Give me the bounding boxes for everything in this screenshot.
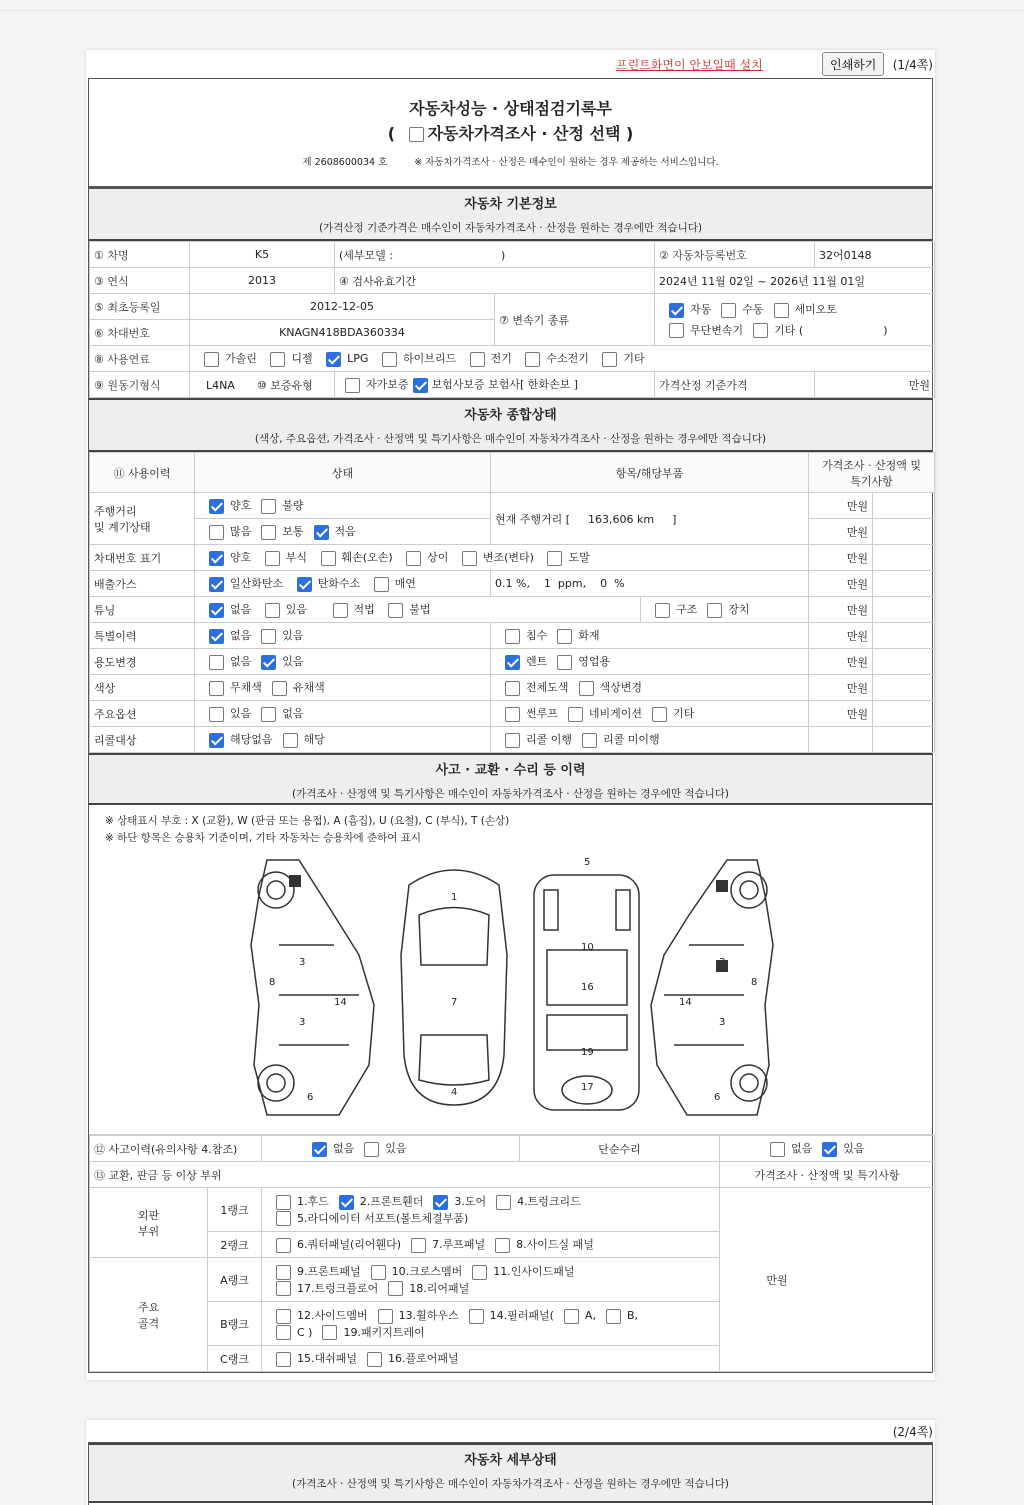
rank2-items: 6.쿼터패널(리어휀다) 7.루프패널 8.사이드실 패널 [262,1232,720,1258]
simple-repair-label: 단순수리 [520,1136,720,1162]
recall-yes-checkbox[interactable] [283,733,298,748]
svg-text:6: 6 [307,1092,314,1103]
option-no-checkbox[interactable] [261,707,276,722]
part-roof-panel-checkbox[interactable] [411,1238,426,1253]
fuel-hydrogen-checkbox[interactable] [525,352,540,367]
color-achromatic-checkbox[interactable] [209,681,224,696]
parts-label: ⑬ 교환, 판금 등 이상 부위 [90,1162,720,1188]
price-base-unit: 만원 [815,372,935,398]
tuning-illegal-checkbox[interactable] [388,603,403,618]
usage-label: 용도변경 [90,649,195,675]
emission-smoke-checkbox[interactable] [374,577,389,592]
usage-business-checkbox[interactable] [557,655,572,670]
vin-rust-checkbox[interactable] [265,551,280,566]
fuel-hybrid-checkbox[interactable] [382,352,397,367]
history-col-header: ⑪ 사용이력 [90,453,195,493]
accident-header [89,753,932,805]
top-divider [0,10,1024,11]
overall-header [89,398,932,452]
special-price: 만원 [809,623,873,649]
color-options: 무채색 유채색 [195,675,491,701]
inspect-period: 2024년 11월 02일 ~ 2026년 11월 01일 [655,268,935,294]
recall-none-checkbox[interactable] [209,733,224,748]
engine-warranty: L4NA ⑩ 보증유형 [190,372,335,398]
special-yes-checkbox[interactable] [261,629,276,644]
part-package-tray-checkbox[interactable] [322,1325,337,1340]
part-wheel-house-checkbox[interactable] [378,1309,393,1324]
tuning-label: 튜닝 [90,597,195,623]
fuel-options: 가솔린 디젤 LPG 하이브리드 전기 수소전기 기타 [190,346,935,372]
option-type-options: 썬루프 네비게이션 기타 [491,701,809,727]
pillar-a-checkbox[interactable] [564,1309,579,1324]
page2-bar [86,1420,935,1442]
detail-note: (가격조사 · 산정액 및 특기사항은 매수인이 자동차가격조사 · 산정을 원하는 경우에만 적습니다) [291,1478,729,1490]
emission-values: 0.1 %, 1 ppm, 0 % [491,571,809,597]
mileage-high-checkbox[interactable] [209,525,224,540]
print-bar [86,50,935,78]
part-door-checkbox[interactable] [433,1195,448,1210]
detail-section [88,1442,933,1505]
fuel-label: ⑧ 사용연료 [90,346,190,372]
first-reg-label: ⑤ 최초등록일 [90,294,190,320]
part-rear-panel-checkbox[interactable] [388,1281,403,1296]
color-type-options: 전체도색 색상변경 [491,675,809,701]
inspection-document [88,78,933,1373]
trans-manual-checkbox[interactable] [721,303,736,318]
pillar-b-checkbox[interactable] [606,1309,621,1324]
svg-text:7: 7 [451,997,458,1008]
accident-note: (가격조사 · 산정액 및 특기사항은 매수인이 자동차가격조사 · 산정을 원하는 경우에만 적습니다) [291,788,729,800]
vin-erased-checkbox[interactable] [547,551,562,566]
mileage-normal-checkbox[interactable] [261,525,276,540]
fuel-other-checkbox[interactable] [602,352,617,367]
outer-panel-label: 외판 부위 [90,1188,208,1258]
mileage-low-checkbox[interactable] [314,525,329,540]
tuning-type-options: 구조 장치 [641,597,809,623]
basic-info-header [89,189,932,241]
accident-history-label: ⑫ 사고이력(유의사항 4.참조) [90,1136,262,1162]
part-hood-checkbox[interactable] [276,1195,291,1210]
part-trunk-lid-checkbox[interactable] [496,1195,511,1210]
vin-value: KNAGN418BDA360334 [190,320,495,346]
recall-options: 해당없음 해당 [195,727,491,753]
overall-title: 자동차 종합상태 [464,408,557,423]
svg-text:19: 19 [581,1047,594,1058]
accident-none-checkbox[interactable] [312,1142,327,1157]
svg-text:3: 3 [719,1017,726,1028]
svg-text:4: 4 [451,1087,458,1098]
tuning-yes-checkbox[interactable] [265,603,280,618]
tuning-legal-checkbox[interactable] [333,603,348,618]
rank1-label: 1랭크 [208,1188,262,1232]
inspect-label: ④ 검사유효기간 [335,268,655,294]
simple-repair-options: 없음 있음 [720,1136,935,1162]
mileage-bad-checkbox[interactable] [261,499,276,514]
price-base-label: 가격산정 기준가격 [655,372,815,398]
usage-yes-checkbox[interactable] [261,655,276,670]
car-outline-diagram [89,805,934,1135]
rankB-items: 12.사이드멤버 13.휠하우스 14.필러패널( A, B, C ) 19.패키지트레이 [262,1302,720,1346]
simple-yes-checkbox[interactable] [822,1142,837,1157]
special-flood-checkbox[interactable] [505,629,520,644]
trans-semi-checkbox[interactable] [774,303,789,318]
rankB-label: B랭크 [208,1302,262,1346]
vin-state-label: 차대번호 표기 [90,545,195,571]
main-frame-label: 주요 골격 [90,1258,208,1372]
special-options: 없음 있음 [195,623,491,649]
mileage-good-checkbox[interactable] [209,499,224,514]
warranty-ins-checkbox[interactable] [413,378,428,393]
parts-price-value: 만원 [720,1188,935,1372]
report-page-2 [86,1420,935,1505]
warranty-self-checkbox[interactable] [345,378,360,393]
document-number: 제 2608600034 호 [302,157,388,168]
mileage-state-row2: 많음 보통 적음 [195,519,491,545]
recall-label: 리콜대상 [90,727,195,753]
vin-good-checkbox[interactable] [209,551,224,566]
accident-history-options: 없음 있음 [262,1136,520,1162]
vin-damage-checkbox[interactable] [321,551,336,566]
year-label: ③ 연식 [90,268,190,294]
accident-table [89,1135,935,1372]
recall-notdone-checkbox[interactable] [582,733,597,748]
tuning-none-checkbox[interactable] [209,603,224,618]
color-full-paint-checkbox[interactable] [505,681,520,696]
tuning-structure-checkbox[interactable] [655,603,670,618]
rankC-items: 15.대쉬패널 16.플로어패널 [262,1346,720,1372]
recall-type-options: 리콜 이행 리콜 미이행 [491,727,809,753]
state-col-header: 상태 [195,453,491,493]
emission-co-checkbox[interactable] [209,577,224,592]
special-fire-checkbox[interactable] [557,629,572,644]
reg-no-label: ② 자동차등록번호 [655,242,815,268]
item-col-header: 항목/해당부품 [491,453,809,493]
option-navi-checkbox[interactable] [568,707,583,722]
vin-state-options: 양호 부식 훼손(오손) 상이 변조(변타) 도말 [195,545,809,571]
usage-none-checkbox[interactable] [209,655,224,670]
fuel-gasoline-checkbox[interactable] [204,352,219,367]
emission-hc-checkbox[interactable] [297,577,312,592]
option-price: 만원 [809,701,873,727]
svg-text:1: 1 [451,892,458,903]
emission-label: 배출가스 [90,571,195,597]
usage-type-options: 렌트 영업용 [491,649,809,675]
part-quarter-panel-checkbox[interactable] [276,1238,291,1253]
svg-text:3: 3 [299,1017,306,1028]
tuning-options: 없음 있음 적법 불법 [195,597,641,623]
pillar-c-checkbox[interactable] [276,1325,291,1340]
option-sunroof-checkbox[interactable] [505,707,520,722]
part-inside-panel-checkbox[interactable] [472,1265,487,1280]
trans-auto-checkbox[interactable] [669,303,684,318]
price-col-header: 가격조사 · 산정액 및 특기사항 [809,453,935,493]
option-label: 주요옵션 [90,701,195,727]
car-name-label: ① 차명 [90,242,190,268]
first-reg-value: 2012-12-05 [190,294,495,320]
page-number-2: (2/4쪽) [892,1425,933,1439]
mileage-state-row1: 양호 불량 [195,493,491,519]
part-radiator-support-checkbox[interactable] [276,1211,291,1226]
part-front-fender-checkbox[interactable] [339,1195,354,1210]
usage-price: 만원 [809,649,873,675]
basic-info-title: 자동차 기본정보 [464,197,557,212]
rankC-label: C랭크 [208,1346,262,1372]
accident-title: 사고 · 교환 · 수리 등 이력 [435,763,586,778]
engine-label: ⑨ 원동기형식 [90,372,190,398]
diagram-legend: ※ 상태표시 부호 : X (교환), W (판금 또는 용접), A (흠집), U (요철), C (부식), T (손상) ※ 하단 항목은 승용차 기준이며, 기타 자동차는 승용차에 준하여 표시 [105,815,510,844]
vin-differ-checkbox[interactable] [406,551,421,566]
color-price: 만원 [809,675,873,701]
usage-options: 없음 있음 [195,649,491,675]
part-dash-panel-checkbox[interactable] [276,1352,291,1367]
svg-text:16: 16 [581,982,594,993]
emission-options: 일산화탄소 탄화수소 매연 [195,571,491,597]
car-damage-diagram [89,805,932,1135]
trans-other-checkbox[interactable] [753,323,768,338]
part-front-panel-checkbox[interactable] [276,1265,291,1280]
option-options: 있음 없음 [195,701,491,727]
part-side-sill-checkbox[interactable] [495,1238,510,1253]
mileage-label: 주행거리 및 계기상태 [90,493,195,545]
part-pillar-panel-checkbox[interactable] [469,1309,484,1324]
title-box [89,79,932,189]
vin-label: ⑥ 차대번호 [90,320,190,346]
option-other-checkbox[interactable] [652,707,667,722]
page-number: (1/4쪽) [892,58,933,72]
color-label: 색상 [90,675,195,701]
basic-info-table [89,241,935,398]
special-none-checkbox[interactable] [209,629,224,644]
detail-model: (세부모델 : ) [335,242,655,268]
special-type-options: 침수 화재 [491,623,809,649]
tuning-device-checkbox[interactable] [707,603,722,618]
overall-table [89,452,935,753]
svg-text:14: 14 [334,997,347,1008]
rank1-items: 1.후드 2.프론트휀더 3.도어 4.트렁크리드 5.라디에이터 서포트(볼트체결부품) [262,1188,720,1232]
document-subtitle: ( 자동차가격조사 · 산정 선택 ) [387,124,634,143]
basic-info-note: (가격산정 기준가격은 매수인이 자동차가격조사 · 산정을 원하는 경우에만 적습니다) [318,222,703,234]
parts-price-label: 가격조사 · 산정액 및 특기사항 [720,1162,935,1188]
part-trunk-floor-checkbox[interactable] [276,1281,291,1296]
fuel-lpg-checkbox[interactable] [326,352,341,367]
svg-text:10: 10 [581,942,594,953]
vin-price: 만원 [809,545,873,571]
car-name-value: K5 [190,242,335,268]
part-cross-member-checkbox[interactable] [371,1265,386,1280]
svg-text:8: 8 [751,977,758,988]
rank2-label: 2랭크 [208,1232,262,1258]
fuel-diesel-checkbox[interactable] [270,352,285,367]
part-floor-panel-checkbox[interactable] [367,1352,382,1367]
document-title: 자동차성능 · 상태점검기록부 [409,99,612,118]
document-meta [89,154,932,168]
reg-no-value: 32어0148 [815,242,935,268]
print-button[interactable]: 인쇄하기 [822,52,884,76]
special-label: 특별이력 [90,623,195,649]
transmission-options: 자동 수동 세미오토 무단변속기 기타 ( ) [655,294,935,346]
rankA-items: 9.프론트패널 10.크로스멤버 11.인사이드패널 17.트렁크플로어 18.리어패널 [262,1258,720,1302]
option-yes-checkbox[interactable] [209,707,224,722]
detail-header [89,1443,932,1503]
warranty-options: 자가보증 보험사보증 보험사[ 한화손보 ] [335,372,655,398]
accident-yes-checkbox[interactable] [364,1142,379,1157]
svg-text:3: 3 [299,957,306,968]
color-chromatic-checkbox[interactable] [272,681,287,696]
svg-text:14: 14 [679,997,692,1008]
recall-done-checkbox[interactable] [505,733,520,748]
svg-text:5: 5 [584,857,591,868]
service-note: ※ 자동차가격조사 · 산정은 매수인이 원하는 경우 제공하는 서비스입니다. [414,157,719,168]
vin-altered-checkbox[interactable] [462,551,477,566]
mileage-price-2: 만원 [809,519,873,545]
price-service-checkbox[interactable] [409,127,424,142]
rankA-label: A랭크 [208,1258,262,1302]
color-change-checkbox[interactable] [579,681,594,696]
emission-price: 만원 [809,571,873,597]
mileage-price-1: 만원 [809,493,873,519]
svg-text:17: 17 [581,1082,594,1093]
trans-label: ⑦ 변속기 종류 [495,294,655,346]
svg-text:8: 8 [269,977,276,988]
svg-text:6: 6 [714,1092,721,1103]
report-page-1 [86,50,935,1380]
detail-title: 자동차 세부상태 [464,1453,557,1468]
mileage-current: 현재 주행거리 [ 163,606 km ] [491,493,809,545]
print-help-link[interactable]: 프린트화면이 안보일때 설치 [616,58,763,72]
fuel-electric-checkbox[interactable] [470,352,485,367]
simple-none-checkbox[interactable] [770,1142,785,1157]
overall-note: (색상, 주요옵션, 가격조사 · 산정액 및 특기사항은 매수인이 자동차가격조사 · 산정을 원하는 경우에만 적습니다) [254,433,767,445]
trans-cvt-checkbox[interactable] [669,323,684,338]
usage-rent-checkbox[interactable] [505,655,520,670]
year-value: 2013 [190,268,335,294]
part-side-member-checkbox[interactable] [276,1309,291,1324]
tuning-price: 만원 [809,597,873,623]
